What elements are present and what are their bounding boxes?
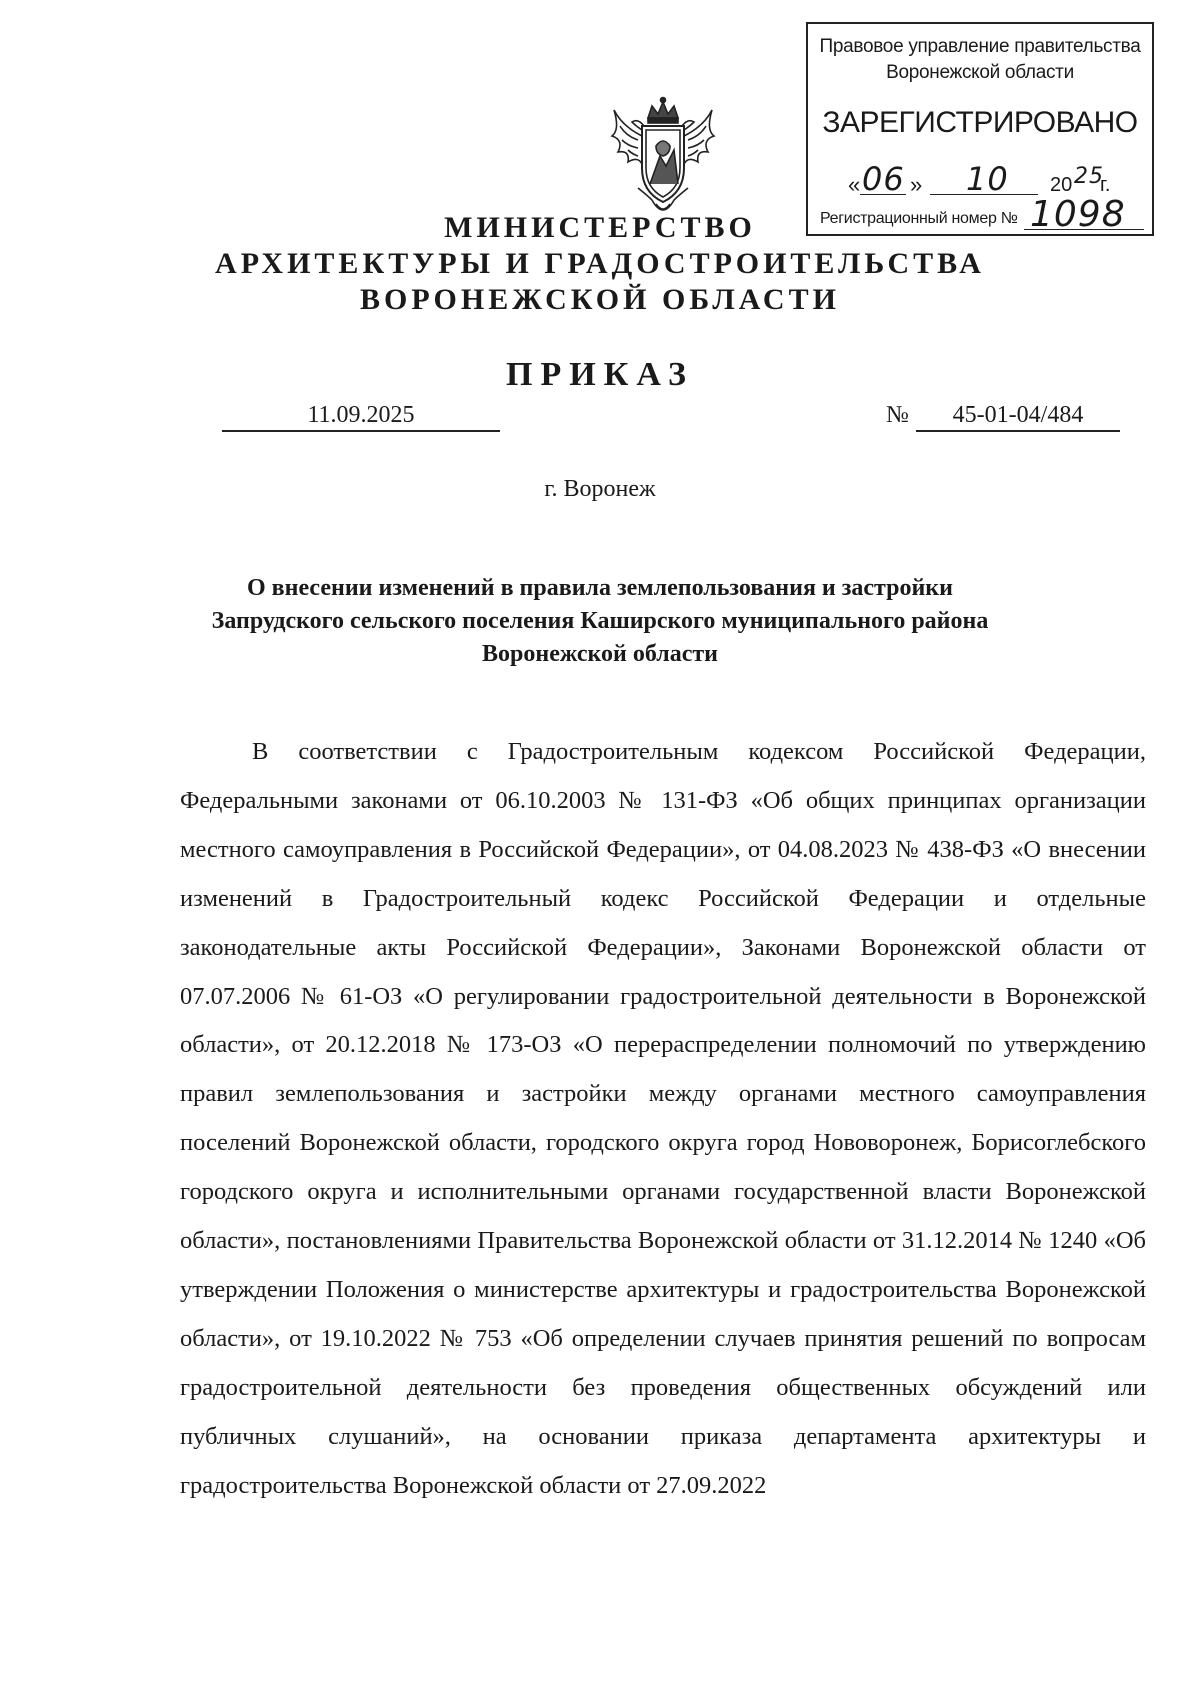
subject-line2: Запрудского сельского поселения Каширского муниципального района [211,608,989,634]
stamp-regnum-label: Регистрационный номер № [820,210,1018,227]
subject-line3: Воронежской области [482,641,718,667]
stamp-year-abbr: г. [1100,174,1111,196]
coat-of-arms-icon [608,96,718,222]
stamp-org-line2: Воронежской области [886,62,1074,83]
stamp-year-prefix: 20 [1050,174,1073,196]
order-number-label: № [886,402,909,428]
ministry-line3: ВОРОНЕЖСКОЙ ОБЛАСТИ [360,283,840,316]
stamp-org-line1: Правовое управление правительства [819,36,1141,57]
order-subject [150,572,1050,671]
order-number: 45-01-04/484 [916,400,1120,432]
stamp-regnum-value: 1098 [1030,194,1126,235]
order-date: 11.09.2025 [222,400,500,432]
body-paragraph: В соответствии с Градостроительным кодексом Российской Федерации, Федеральными законами от 06.10.2003 № 131-ФЗ «Об общих принципах организации местного самоуправления в Российской Федерации», от 04.08.2023 № 438-ФЗ «О внесении изменений в Градостроительный кодекс Российской Федерации и отдельные законодательные акты Российской Федерации», Законами Воронежской области от 07.07.2006 № 61-ОЗ «О регулировании градостроительной деятельности в Воронежской области», от 20.12.2018 № 173-ОЗ «О перераспределении полномочий по утверждению правил землепользования и застройки между органами местного самоуправления поселений Воронежской области, городского округа город Нововоронеж, Борисоглебского городского округа и исполнительными органами государственной власти Воронежской области», постановлениями Правительства Воронежской области от 31.12.2014 № 1240 «Об утверждении Положения о министерстве архитектуры и градостроительства Воронежской области», от 19.10.2022 № 753 «Об определении случаев принятия решений по вопросам градостроительной деятельности без проведения общественных обсуждений или публичных слушаний», на основании приказа департамента архитектуры и градостроительства Воронежской области от 27.09.2022 [180,738,1146,1499]
stamp-registered-label: ЗАРЕГИСТРИРОВАНО [822,106,1138,139]
stamp-month: 10 [966,160,1009,198]
stamp-year-suffix: 25 [1074,164,1104,189]
stamp-organization [808,34,1152,86]
registration-stamp [806,22,1154,236]
subject-line1: О внесении изменений в правила землепользования и застройки [247,575,953,601]
stamp-quote-close: » [910,172,923,197]
stamp-quote-open: « [848,172,861,197]
order-title: ПРИКАЗ [506,356,694,393]
order-city: г. Воронеж [544,476,656,502]
stamp-day: 06 [862,160,905,198]
ministry-line1: МИНИСТЕРСТВО [444,211,756,244]
ministry-line2: АРХИТЕКТУРЫ И ГРАДОСТРОИТЕЛЬСТВА [215,247,985,280]
